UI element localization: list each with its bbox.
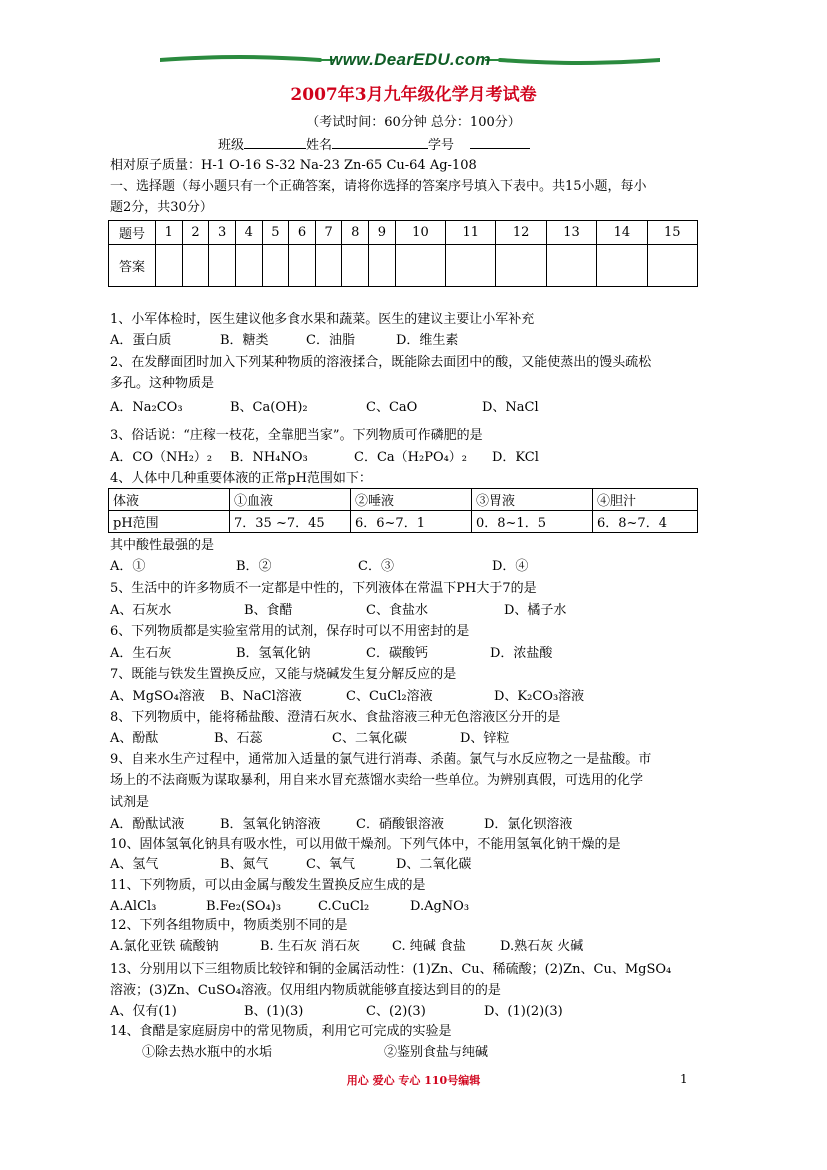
answer-cell[interactable] xyxy=(342,245,369,287)
q12-option-b[interactable]: B. 生石灰 消石灰 xyxy=(260,939,360,954)
answer-number-cell: 12 xyxy=(496,221,546,245)
answer-number-cell: 2 xyxy=(182,221,209,245)
answer-number-cell: 15 xyxy=(647,221,697,245)
q13-option-d[interactable]: D、(1)(2)(3) xyxy=(484,1004,563,1019)
q11-option-d[interactable]: D.AgNO₃ xyxy=(410,899,470,914)
answer-number-cell: 7 xyxy=(315,221,342,245)
answer-cell[interactable] xyxy=(315,245,342,287)
q7-option-d[interactable]: D、K₂CO₃溶液 xyxy=(494,689,585,704)
q4-option-b[interactable]: B．② xyxy=(236,559,272,574)
answer-cell[interactable] xyxy=(546,245,596,287)
q6-option-a[interactable]: A．生石灰 xyxy=(110,646,172,661)
page-footer: 用心 爱心 专心 110号编辑 xyxy=(346,1074,481,1087)
q8-option-a[interactable]: A、酚酞 xyxy=(110,731,159,746)
class-label: 班级 xyxy=(218,138,245,153)
q3-option-a[interactable]: A．CO（NH₂）₂ xyxy=(110,450,213,465)
q14-item-1: ①除去热水瓶中的水垢 xyxy=(142,1045,273,1060)
answer-table-row-label: 答案 xyxy=(109,245,156,287)
q2-option-a[interactable]: A．Na₂CO₃ xyxy=(110,400,183,415)
ph-table-header-cell: ④胆汁 xyxy=(593,489,698,511)
answer-number-cell: 1 xyxy=(156,221,183,245)
q13-stem-line1: 13、分别用以下三组物质比较锌和铜的金属活动性：(1)Zn、Cu、稀硫酸；(2)Zn、Cu、MgSO₄ xyxy=(110,962,672,977)
q1-option-b[interactable]: B．糖类 xyxy=(220,333,269,348)
q10-option-d[interactable]: D、二氧化碳 xyxy=(396,857,472,872)
q12-option-a[interactable]: A.氯化亚铁 硫酸钠 xyxy=(110,939,219,954)
q7-stem: 7、既能与铁发生置换反应，又能与烧碱发生复分解反应的是 xyxy=(110,667,457,682)
q11-option-c[interactable]: C.CuCl₂ xyxy=(318,899,370,914)
ph-table-header-cell: ①血液 xyxy=(230,489,351,511)
q9-stem-line1: 9、自来水生产过程中，通常加入适量的氯气进行消毒、杀菌。氯气与水反应物之一是盐酸。市 xyxy=(110,752,652,767)
q6-option-b[interactable]: B．氢氧化钠 xyxy=(236,646,311,661)
site-url: www.DearEDU.com xyxy=(329,50,491,69)
q3-stem: 3、俗话说：“庄稼一枝花，全靠肥当家”。下列物质可作磷肥的是 xyxy=(110,428,483,443)
name-blank[interactable] xyxy=(332,135,428,149)
answer-cell[interactable] xyxy=(235,245,262,287)
q9-option-d[interactable]: D．氯化钡溶液 xyxy=(484,817,573,832)
q11-stem: 11、下列物质，可以由金属与酸发生置换反应生成的是 xyxy=(110,878,426,893)
q6-stem: 6、下列物质都是实验室常用的试剂，保存时可以不用密封的是 xyxy=(110,624,470,639)
answer-number-cell: 8 xyxy=(342,221,369,245)
ph-table-cell: pH范围 xyxy=(109,511,230,533)
q3-option-d[interactable]: D．KCl xyxy=(492,450,539,465)
ph-table-cell: 7．35 ~7．45 xyxy=(230,511,351,533)
q9-option-a[interactable]: A．酚酞试液 xyxy=(110,817,185,832)
answer-cell[interactable] xyxy=(156,245,183,287)
number-blank[interactable] xyxy=(470,135,530,149)
class-blank[interactable] xyxy=(244,135,306,149)
q4-stem: 4、人体中几种重要体液的正常pH范围如下： xyxy=(110,471,372,486)
answer-cell[interactable] xyxy=(446,245,496,287)
q5-option-c[interactable]: C、食盐水 xyxy=(366,603,428,618)
answer-table xyxy=(108,220,698,287)
q10-option-c[interactable]: C、氧气 xyxy=(306,857,355,872)
q11-option-a[interactable]: A.AlCl₃ xyxy=(110,899,157,914)
q10-option-a[interactable]: A、氢气 xyxy=(110,857,159,872)
name-label: 姓名 xyxy=(306,138,333,153)
number-label: 学号 xyxy=(428,138,455,153)
q1-stem: 1、小军体检时，医生建议他多食水果和蔬菜。医生的建议主要让小军补充 xyxy=(110,312,535,327)
answer-number-cell: 3 xyxy=(209,221,236,245)
exam-title: 2007年3月九年级化学月考试卷 xyxy=(290,85,537,105)
q12-option-c[interactable]: C. 纯碱 食盐 xyxy=(392,939,466,954)
q5-option-b[interactable]: B、食醋 xyxy=(244,603,293,618)
q8-option-c[interactable]: C、二氧化碳 xyxy=(332,731,407,746)
answer-number-cell: 6 xyxy=(289,221,316,245)
ph-table-cell: 0．8~1．5 xyxy=(472,511,593,533)
q2-option-d[interactable]: D、NaCl xyxy=(482,400,539,415)
q12-stem: 12、下列各组物质中，物质类别不同的是 xyxy=(110,918,348,933)
q10-stem: 10、固体氢氧化钠具有吸水性，可以用做干燥剂。下列气体中，不能用氢氧化钠干燥的是 xyxy=(110,837,621,852)
q7-option-a[interactable]: A、MgSO₄溶液 xyxy=(110,689,205,704)
answer-cell[interactable] xyxy=(289,245,316,287)
q13-stem-line2: 溶液；(3)Zn、CuSO₄溶液。仅用组内物质就能够直接达到目的的是 xyxy=(110,983,501,998)
q5-option-d[interactable]: D、橘子水 xyxy=(504,603,567,618)
site-header-logo xyxy=(160,48,660,74)
q6-option-d[interactable]: D．浓盐酸 xyxy=(490,646,553,661)
q14-item-2: ②鉴别食盐与纯碱 xyxy=(384,1045,489,1060)
ph-table-cell: 6．8~7．4 xyxy=(593,511,698,533)
q4-option-d[interactable]: D．④ xyxy=(492,559,529,574)
q9-stem-line2: 场上的不法商贩为谋取暴利，用自来水冒充蒸馏水卖给一些单位。为辨别真假，可选用的化学 xyxy=(110,773,644,788)
answer-number-cell: 14 xyxy=(597,221,647,245)
q1-option-c[interactable]: C．油脂 xyxy=(306,333,355,348)
q5-option-a[interactable]: A、石灰水 xyxy=(110,603,172,618)
ph-table-header-cell: ③胃液 xyxy=(472,489,593,511)
q3-option-c[interactable]: C．Ca（H₂PO₄）₂ xyxy=(354,450,468,465)
answer-number-cell: 13 xyxy=(546,221,596,245)
answer-table-number-row xyxy=(109,221,698,245)
answer-cell[interactable] xyxy=(182,245,209,287)
q6-option-c[interactable]: C．碳酸钙 xyxy=(366,646,428,661)
answer-table-row-label: 题号 xyxy=(109,221,156,245)
section1-intro-line1: 一、选择题（每小题只有一个正确答案，请将你选择的答案序号填入下表中。共15小题，每小 xyxy=(110,179,647,194)
answer-cell[interactable] xyxy=(209,245,236,287)
answer-cell[interactable] xyxy=(597,245,647,287)
q4-option-c[interactable]: C．③ xyxy=(358,559,394,574)
ph-table-data-row xyxy=(109,511,698,533)
q9-option-c[interactable]: C．硝酸银溶液 xyxy=(356,817,444,832)
page-number: 1 xyxy=(680,1072,688,1086)
ph-table xyxy=(108,488,698,533)
answer-cell[interactable] xyxy=(496,245,546,287)
q2-stem-line2: 多孔。这种物质是 xyxy=(110,376,215,391)
student-info-row xyxy=(218,135,530,155)
atomic-masses: 相对原子质量：H-1 O-16 S-32 Na-23 Zn-65 Cu-64 Ag-108 xyxy=(110,158,477,173)
ph-table-cell: 6．6~7．1 xyxy=(351,511,472,533)
q7-option-b[interactable]: B、NaCl溶液 xyxy=(220,689,302,704)
ph-table-header-cell: 体液 xyxy=(109,489,230,511)
q4-after-table: 其中酸性最强的是 xyxy=(110,538,215,553)
q13-option-b[interactable]: B、(1)(3) xyxy=(244,1004,304,1019)
q9-option-b[interactable]: B．氢氧化钠溶液 xyxy=(220,817,321,832)
q8-stem: 8、下列物质中，能将稀盐酸、澄清石灰水、食盐溶液三种无色溶液区分开的是 xyxy=(110,710,561,725)
answer-cell[interactable] xyxy=(262,245,289,287)
q1-option-d[interactable]: D．维生素 xyxy=(396,333,459,348)
ph-table-header-row xyxy=(109,489,698,511)
answer-number-cell: 10 xyxy=(395,221,445,245)
answer-number-cell: 4 xyxy=(235,221,262,245)
exam-info: （考试时间：60分钟 总分：100分） xyxy=(306,115,521,130)
q4-option-a[interactable]: A．① xyxy=(110,559,146,574)
answer-cell[interactable] xyxy=(369,245,396,287)
q13-option-c[interactable]: C、(2)(3) xyxy=(366,1004,426,1019)
q8-option-b[interactable]: B、石蕊 xyxy=(214,731,263,746)
q9-stem-line3: 试剂是 xyxy=(110,795,150,810)
section1-intro-line2: 题2分，共30分） xyxy=(110,200,213,215)
answer-cell[interactable] xyxy=(395,245,445,287)
q2-stem-line1: 2、在发酵面团时加入下列某种物质的溶液揉合，既能除去面团中的酸，又能使蒸出的馒头疏松 xyxy=(110,355,652,370)
answer-number-cell: 5 xyxy=(262,221,289,245)
answer-cell[interactable] xyxy=(647,245,697,287)
answer-number-cell: 9 xyxy=(369,221,396,245)
q7-option-c[interactable]: C、CuCl₂溶液 xyxy=(346,689,433,704)
q1-option-a[interactable]: A．蛋白质 xyxy=(110,333,172,348)
q5-stem: 5、生活中的许多物质不一定都是中性的，下列液体在常温下PH大于7的是 xyxy=(110,581,537,596)
q13-option-a[interactable]: A、仅有(1) xyxy=(110,1004,177,1019)
q12-option-d[interactable]: D.熟石灰 火碱 xyxy=(500,939,584,954)
answer-number-cell: 11 xyxy=(446,221,496,245)
q10-option-b[interactable]: B、氮气 xyxy=(220,857,269,872)
q11-option-b[interactable]: B.Fe₂(SO₄)₃ xyxy=(206,899,282,914)
answer-table-answer-row xyxy=(109,245,698,287)
ph-table-header-cell: ②唾液 xyxy=(351,489,472,511)
q8-option-d[interactable]: D、锌粒 xyxy=(460,731,510,746)
q2-option-c[interactable]: C、CaO xyxy=(366,400,418,415)
q14-stem: 14、食醋是家庭厨房中的常见物质，利用它可完成的实验是 xyxy=(110,1024,452,1039)
q3-option-b[interactable]: B．NH₄NO₃ xyxy=(230,450,308,465)
q2-option-b[interactable]: B、Ca(OH)₂ xyxy=(230,400,308,415)
